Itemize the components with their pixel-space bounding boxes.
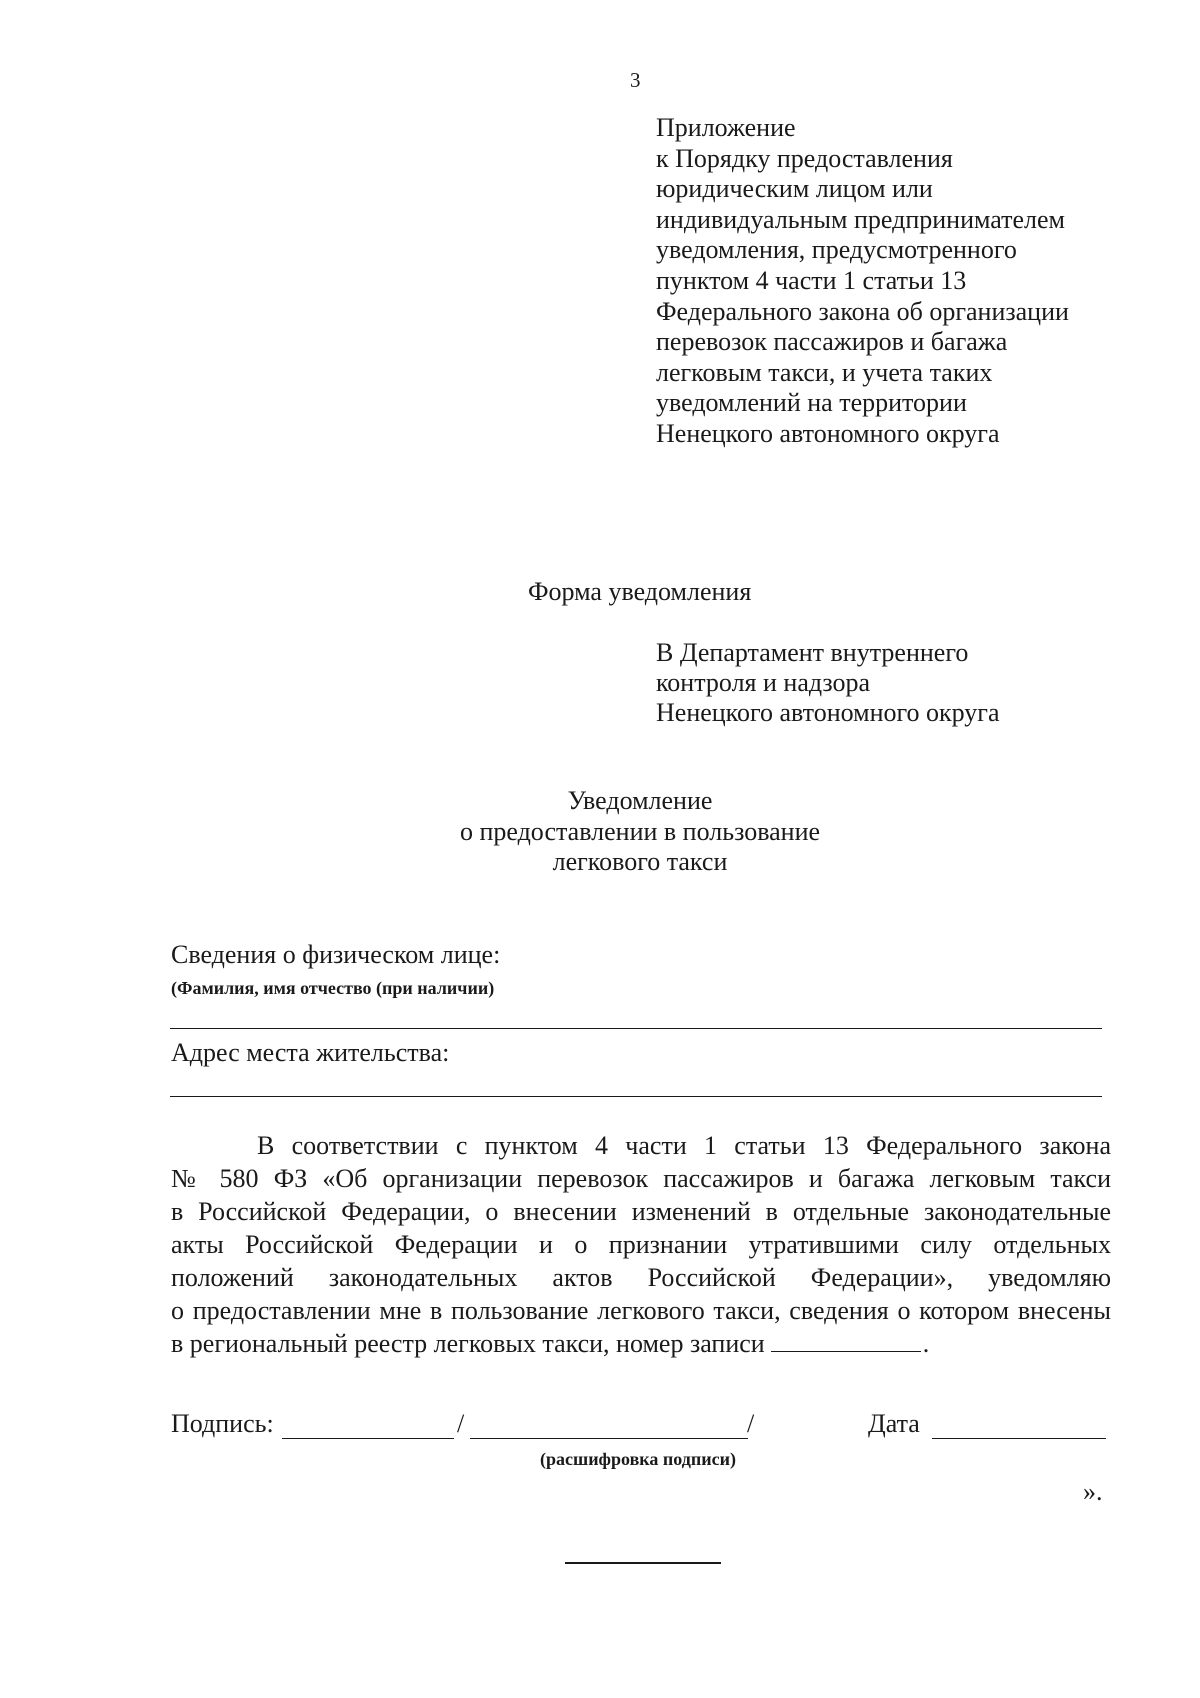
appendix-line: легковым такси, и учета таких	[656, 357, 993, 387]
page-number: 3	[630, 68, 641, 92]
appendix-line: уведомлений на территории	[656, 388, 967, 418]
signature-slash: /	[457, 1409, 465, 1438]
signature-slash-end: /	[747, 1409, 755, 1438]
body-line: в региональный реестр легковых такси, номер записи	[171, 1329, 765, 1358]
body-line: В соответствии с пунктом 4 части 1 статьи 13 Федерального закона	[257, 1131, 1111, 1160]
body-line: акты Российской Федерации и о признании утратившими силу отдельных	[171, 1230, 1111, 1259]
signature-decoding-field-line[interactable]	[470, 1438, 748, 1439]
appendix-line: Приложение	[656, 113, 796, 142]
date-label: Дата	[868, 1409, 920, 1438]
notice-title-line: о предоставлении в пользование	[459, 816, 821, 846]
addressee-line: контроля и надзора	[656, 668, 871, 697]
appendix-line: Ненецкого автономного округа	[656, 418, 1000, 448]
addressee-block	[656, 638, 1000, 728]
addressee-line: Ненецкого автономного округа	[656, 698, 1000, 727]
signature-decoding-hint: (расшифровка подписи)	[540, 1449, 736, 1469]
date-field-line[interactable]	[932, 1438, 1106, 1439]
appendix-line: индивидуальным предпринимателем	[656, 204, 1065, 234]
signature-field-line[interactable]	[282, 1438, 454, 1439]
notice-body	[171, 1129, 1111, 1360]
notice-title-line: Уведомление	[567, 786, 713, 815]
body-line: положений законодательных актов Российской Федерации», уведомляю	[171, 1263, 1111, 1292]
address-field-line[interactable]	[170, 1096, 1102, 1097]
address-label: Адрес места жительства:	[171, 1038, 450, 1067]
appendix-line: к Порядку предоставления	[656, 143, 953, 173]
end-separator-line	[565, 1562, 721, 1564]
person-info-hint: (Фамилия, имя отчество (при наличии)	[171, 978, 495, 998]
appendix-line: уведомления, предусмотренного	[656, 235, 1017, 265]
form-title: Форма уведомления	[528, 577, 752, 606]
record-number-field[interactable]	[771, 1331, 921, 1352]
body-line: в Российской Федерации, о внесении изменений в отдельные законодательные	[171, 1197, 1111, 1226]
body-last-line	[171, 1327, 1111, 1360]
appendix-block	[656, 113, 1069, 450]
person-name-field-line[interactable]	[170, 1028, 1102, 1029]
appendix-line: Федерального закона об организации	[656, 296, 1069, 326]
addressee-line: В Департамент внутреннего	[656, 638, 969, 667]
appendix-line: перевозок пассажиров и багажа	[656, 327, 1008, 357]
appendix-line: юридическим лицом или	[656, 174, 933, 204]
body-end-punct: .	[922, 1329, 930, 1358]
appendix-line: пунктом 4 части 1 статьи 13	[656, 265, 967, 295]
body-line: № 580 ФЗ «Об организации перевозок пассажиров и багажа легковым такси	[171, 1164, 1111, 1193]
signature-label: Подпись:	[171, 1409, 274, 1438]
closing-quote: ».	[1083, 1477, 1103, 1506]
notice-title-line: легкового такси	[552, 847, 728, 876]
person-info-label: Сведения о физическом лице:	[171, 940, 501, 969]
body-line: о предоставлении мне в пользование легкового такси, сведения о котором внесены	[171, 1296, 1111, 1325]
notice-title	[380, 786, 900, 878]
